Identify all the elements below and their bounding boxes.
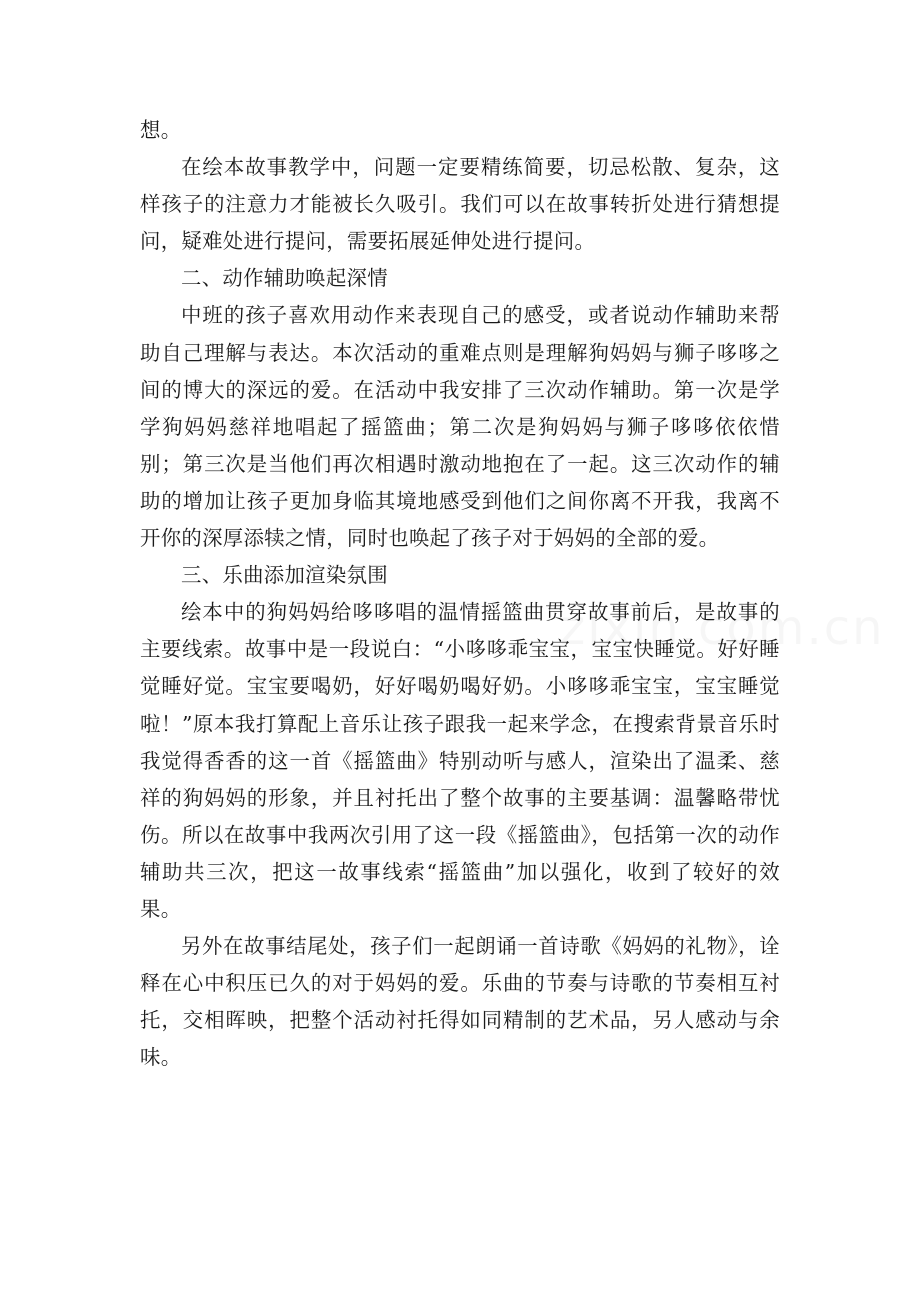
paragraph-poem-ending: 另外在故事结尾处，孩子们一起朗诵一首诗歌《妈妈的礼物》，诠释在心中积压已久的对于妈妈的爱。乐曲的节奏与诗歌的节奏相互衬托，交相晖映，把整个活动衬托得如同精制的艺术品，另人感动与余味。 xyxy=(140,934,780,1070)
section-heading-3: 三、乐曲添加渲染氛围 xyxy=(181,563,388,588)
section-heading-2: 二、动作辅助唤起深情 xyxy=(181,266,388,291)
document-body xyxy=(140,112,780,1076)
paragraph-continuation: 想。 xyxy=(140,118,182,142)
paragraph-music: 绘本中的狗妈妈给哆哆唱的温情摇篮曲贯穿故事前后，是故事的主要线索。故事中是一段说白：“小哆哆乖宝宝，宝宝快睡觉。好好睡觉睡好觉。宝宝要喝奶，好好喝奶喝好奶。小哆哆乖宝宝，宝宝睡觉啦！”原本我打算配上音乐让孩子跟我一起来学念，在搜索背景音乐时我觉得香香的这一首《摇篮曲》特别动听与感人，渲染出了温柔、慈祥的狗妈妈的形象，并且衬托出了整个故事的主要基调：温馨略带忧伤。所以在故事中我两次引用了这一段《摇篮曲》，包括第一次的动作辅助共三次，把这一故事线索“摇篮曲”加以强化，收到了较好的效果。 xyxy=(140,600,780,921)
paragraph-action-assist: 中班的孩子喜欢用动作来表现自己的感受，或者说动作辅助来帮助自己理解与表达。本次活动的重难点则是理解狗妈妈与狮子哆哆之间的博大的深远的爱。在活动中我安排了三次动作辅助。第一次是学学狗妈妈慈祥地唱起了摇篮曲；第二次是狗妈妈与狮子哆哆依依惜别；第三次是当他们再次相遇时激动地抱在了一起。这三次动作的辅助的增加让孩子更加身临其境地感受到他们之间你离不开我，我离不开你的深厚添犊之情，同时也唤起了孩子对于妈妈的全部的爱。 xyxy=(140,303,780,551)
paragraph-question-design: 在绘本故事教学中，问题一定要精练简要，切忌松散、复杂，这样孩子的注意力才能被长久吸引。我们可以在故事转折处进行猜想提问，疑难处进行提问，需要拓展延伸处进行提问。 xyxy=(140,155,780,254)
